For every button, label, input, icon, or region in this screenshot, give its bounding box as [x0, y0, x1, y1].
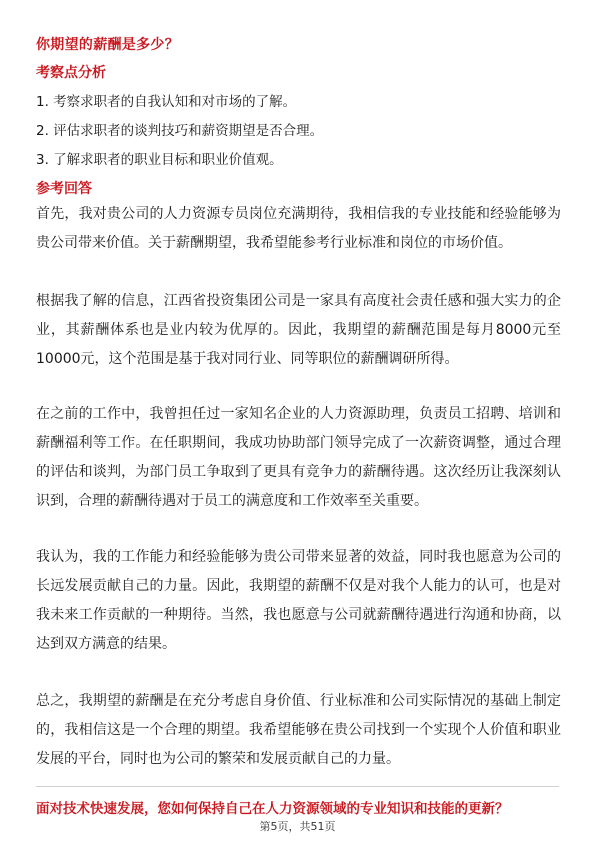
analysis-item-1: 1. 考察求职者的自我认知和对市场的了解。	[36, 94, 297, 110]
answer-paragraph-5: 总之，我期望的薪酬是在充分考虑自身价值、行业标准和公司实际情况的基础上制定的，我相信这是一个合理的期望。我希望能够在贵公司找到一个实现个人价值和职业发展的平台，同时也为公司的繁荣和发展贡献自己的力量。	[36, 693, 561, 767]
answer-paragraph-2: 根据我了解的信息，江西省投资集团公司是一家具有高度社会责任感和强大实力的企业，其薪酬体系也是业内较为优厚的。因此，我期望的薪酬范围是每月8000元至10000元，这个范围是基于我对同行业、同等职位的薪酬调研所得。	[36, 293, 561, 367]
answer-heading: 参考回答	[36, 181, 92, 197]
answer-paragraph-3: 在之前的工作中，我曾担任过一家知名企业的人力资源助理，负责员工招聘、培训和薪酬福利等工作。在任职期间，我成功协助部门领导完成了一次薪资调整，通过合理的评估和谈判，为部门员工争取到了更具有竞争力的薪酬待遇。这次经历让我深刻认识到，合理的薪酬待遇对于员工的满意度和工作效率至关重要。	[36, 406, 561, 509]
section-divider	[36, 786, 559, 787]
question-title: 你期望的薪酬是多少？	[36, 37, 179, 53]
page-number: 第5页，共51页	[259, 820, 336, 833]
analysis-heading: 考察点分析	[36, 65, 106, 81]
analysis-item-2: 2. 评估求职者的谈判技巧和薪资期望是否合理。	[36, 123, 324, 139]
next-question-title: 面对技术快速发展，您如何保持自己在人力资源领域的专业知识和技能的更新？	[36, 801, 509, 817]
analysis-item-3: 3. 了解求职者的职业目标和职业价值观。	[36, 152, 283, 168]
answer-paragraph-1: 首先，我对贵公司的人力资源专员岗位充满期待，我相信我的专业技能和经验能够为贵公司带来价值。关于薪酬期望，我希望能参考行业标准和岗位的市场价值。	[36, 206, 561, 251]
answer-paragraph-4: 我认为，我的工作能力和经验能够为贵公司带来显著的效益，同时我也愿意为公司的长远发展贡献自己的力量。因此，我期望的薪酬不仅是对我个人能力的认可，也是对我未来工作贡献的一种期待。当然，我也愿意与公司就薪酬待遇进行沟通和协商，以达到双方满意的结果。	[36, 549, 561, 652]
